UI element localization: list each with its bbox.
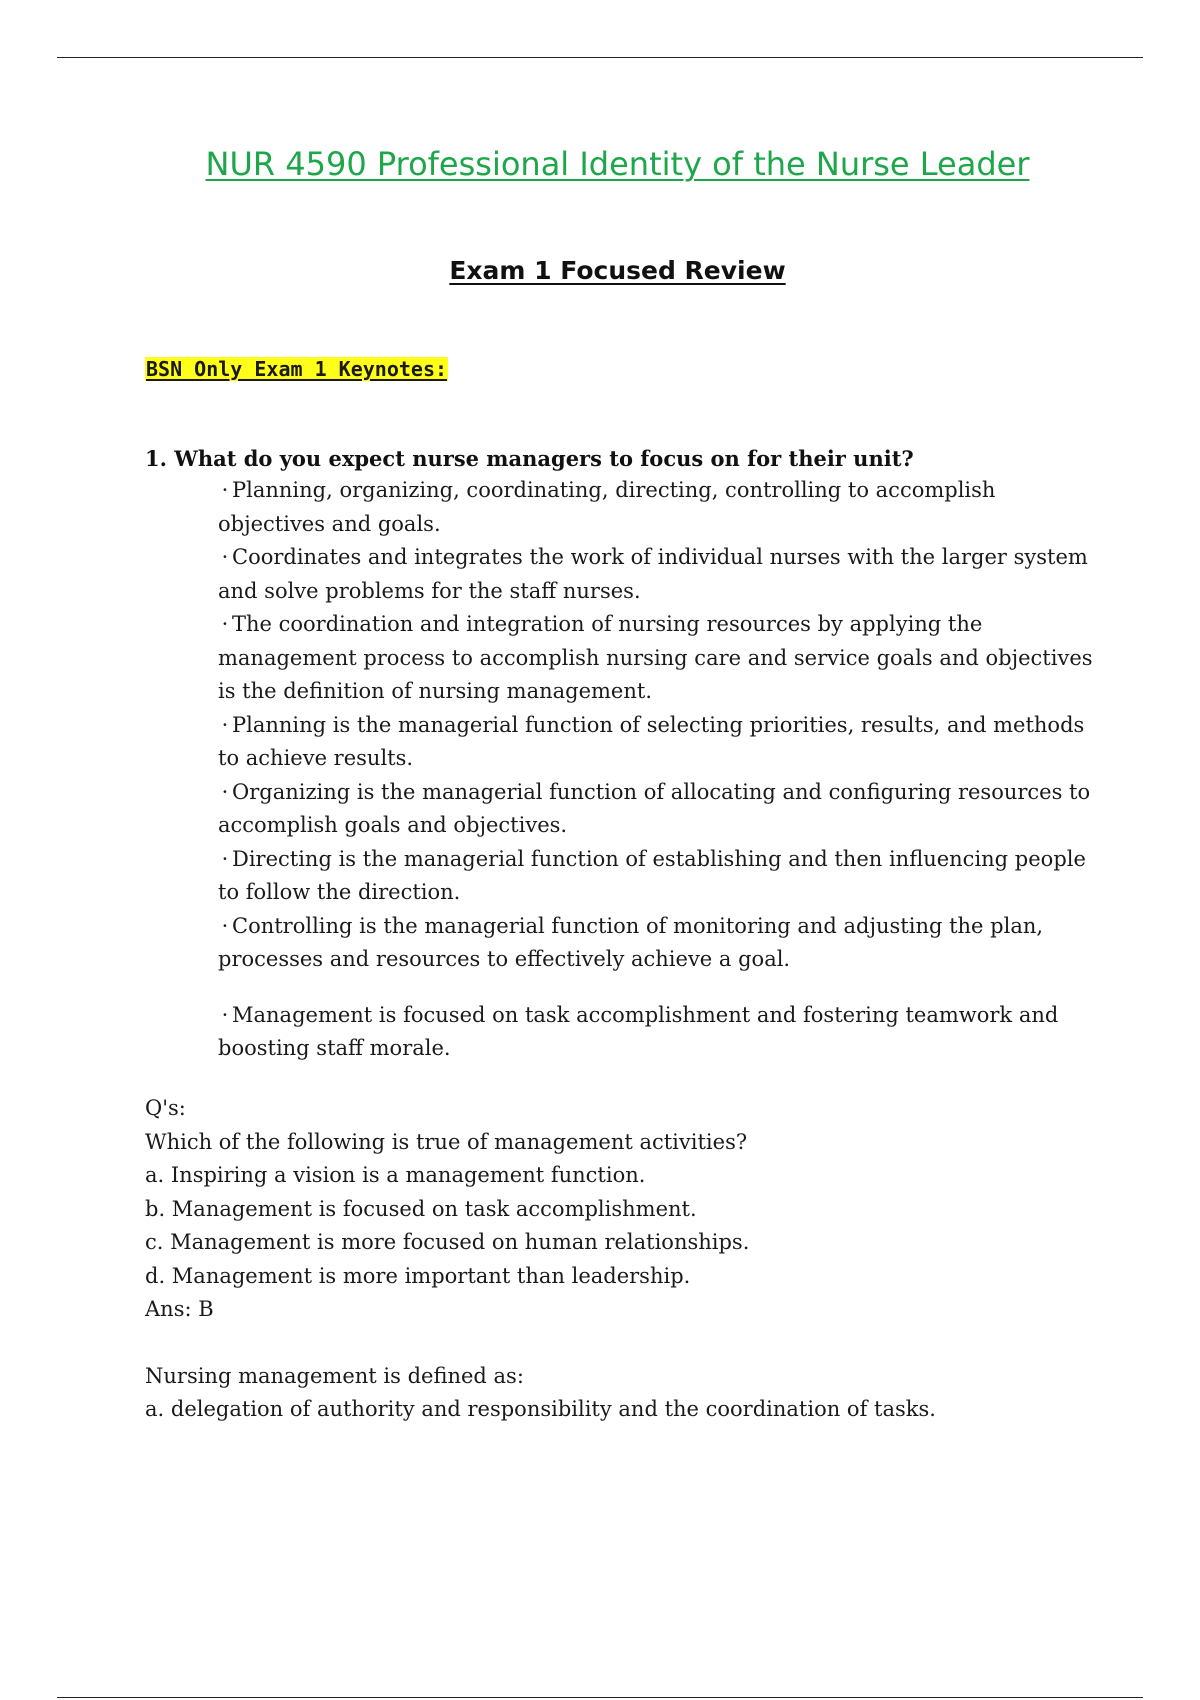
document-subtitle-text: Exam 1 Focused Review: [449, 256, 786, 285]
bullet-text: The coordination and integration of nursing resources by applying the management process to accomplish nursing care and service goals and objectives is the definition of nursing management.: [218, 612, 1093, 703]
question-1-heading: 1. What do you expect nurse managers to focus on for their unit?: [145, 446, 914, 471]
answer-option: d. Management is more important than leadership.: [145, 1263, 691, 1288]
bullet-item: [218, 999, 1098, 1066]
bullet-text: Coordinates and integrates the work of individual nurses with the larger system and solve problems for the staff nurses.: [218, 545, 1088, 603]
answer-option: c. Management is more focused on human relationships.: [145, 1230, 750, 1254]
bullet-text: Management is focused on task accomplishment and fostering teamwork and boosting staff morale.: [218, 1002, 1059, 1060]
document-subtitle: [0, 253, 1200, 289]
bullet-text: Organizing is the managerial function of allocating and configuring resources to accomplish goals and objectives.: [218, 779, 1091, 837]
practice-question-1-stem: Which of the following is true of management activities?: [145, 1129, 748, 1154]
bullet-dot: ·: [221, 478, 229, 502]
practice-question-2-stem: Nursing management is defined as:: [145, 1363, 524, 1388]
bullet-text: Planning, organizing, coordinating, directing, controlling to accomplish objectives and goals.: [218, 478, 996, 536]
bullet-item: [218, 709, 1098, 776]
practice-question-1-answer: Ans: B: [145, 1297, 214, 1321]
bullet-dot: ·: [221, 779, 229, 804]
bullet-item: [218, 541, 1098, 608]
question-1-bullet-list: [218, 474, 1098, 1066]
bullet-dot: ·: [221, 545, 229, 569]
bullet-item: [218, 776, 1098, 843]
bullet-dot: ·: [221, 846, 229, 871]
bullet-item: [218, 910, 1098, 977]
bullet-text: Directing is the managerial function of establishing and then influencing people to follow the direction.: [218, 846, 1086, 904]
document-title-text: NUR 4590 Professional Identity of the Nurse Leader: [205, 145, 1030, 183]
bullet-text: Controlling is the managerial function of monitoring and adjusting the plan, processes and resources to effectively achieve a goal.: [218, 913, 1044, 971]
bullet-text: Planning is the managerial function of selecting priorities, results, and methods to achieve results.: [218, 712, 1085, 770]
practice-questions: [145, 1092, 1105, 1427]
document-title: [0, 142, 1200, 186]
answer-option: a. Inspiring a vision is a management function.: [145, 1163, 646, 1187]
bullet-dot: ·: [221, 612, 229, 636]
bullet-item: [218, 843, 1098, 910]
qs-label: Q's:: [145, 1096, 186, 1120]
answer-option: a. delegation of authority and responsibility and the coordination of tasks.: [145, 1397, 936, 1421]
bullet-dot: ·: [221, 913, 229, 938]
bullet-item: [218, 474, 1098, 541]
keynotes-label: BSN Only Exam 1 Keynotes:: [146, 357, 448, 381]
answer-option: b. Management is focused on task accomplishment.: [145, 1196, 697, 1221]
top-rule: [57, 57, 1143, 58]
bullet-dot: ·: [221, 712, 229, 737]
bullet-item: [218, 608, 1098, 709]
bottom-rule: [57, 1697, 1143, 1698]
bullet-dot: ·: [221, 1002, 229, 1027]
keynotes-heading: [145, 355, 448, 383]
